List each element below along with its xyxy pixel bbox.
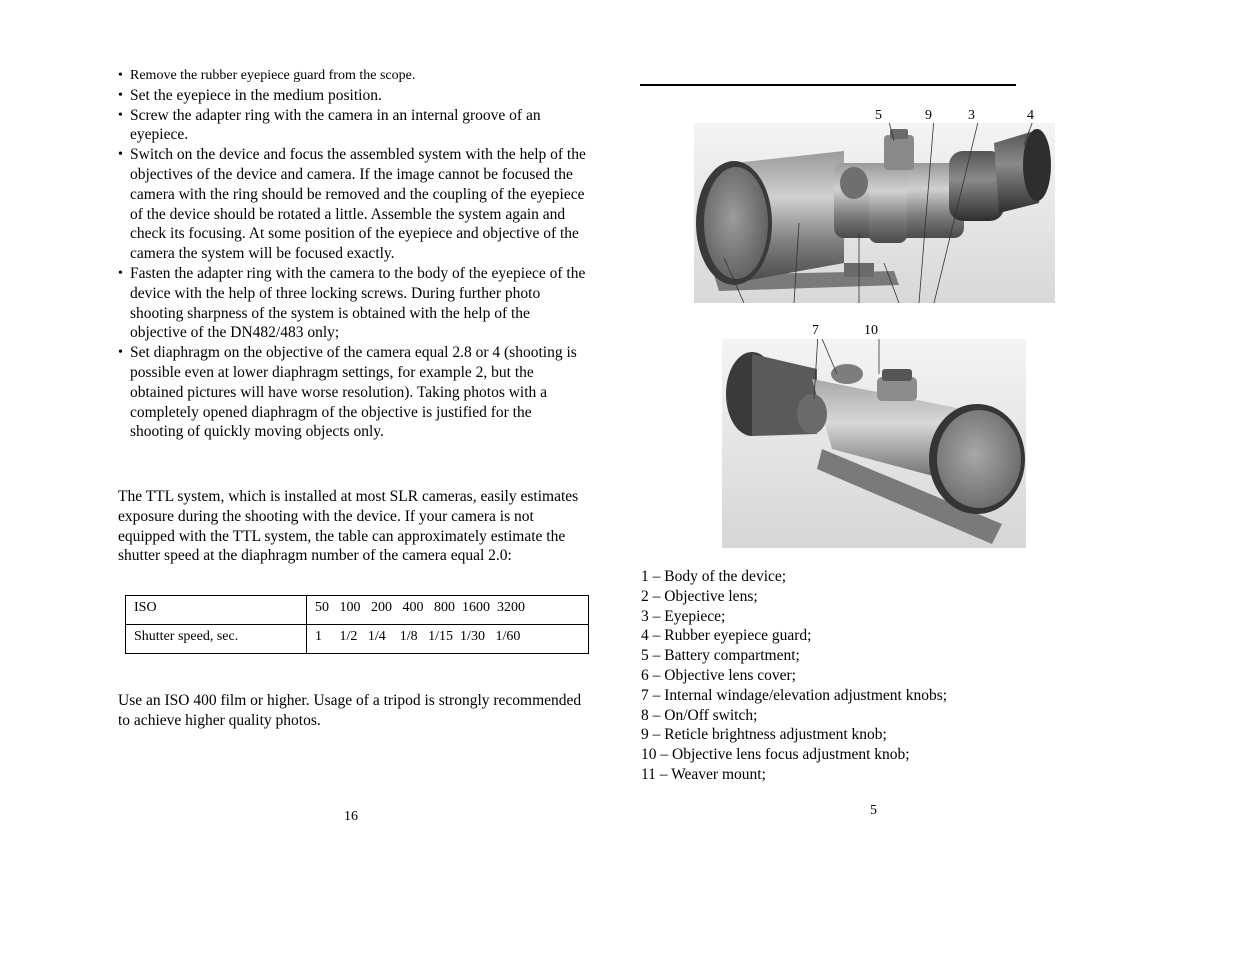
table-cell-label: ISO — [126, 596, 307, 625]
scope-front-view-illustration — [722, 339, 1026, 548]
list-item: • Fasten the adapter ring with the camera to the body of the eyepiece of the device with the help of three locking screws. During further photo shooting sharpness of the system is obtained with the help of the objective of the DN482/483 only; — [118, 264, 588, 343]
scope-side-view-illustration — [694, 123, 1055, 303]
legend-item: 8 – On/Off switch; — [641, 706, 758, 724]
list-item: • Screw the adapter ring with the camera in an internal groove of an eyepiece. — [118, 106, 588, 146]
list-item: • Remove the rubber eyepiece guard from the scope. — [118, 66, 588, 86]
parts-legend — [641, 567, 1061, 785]
list-item: • Set diaphragm on the objective of the camera equal 2.8 or 4 (shooting is possible even at lower diaphragm settings, for example 2, but the obtained pictures will have worse resolution). Taking photos with a completely opened diaphragm of the objective is justified for the shooting of quickly moving objects only. — [118, 343, 588, 442]
callout-label: 7 — [812, 323, 819, 338]
legend-item: 1 – Body of the device; — [641, 568, 787, 585]
callout-label: 10 — [864, 323, 878, 338]
page-number: 5 — [870, 803, 877, 818]
legend-item: 2 – Objective lens; — [641, 587, 758, 605]
callout-label: 5 — [875, 108, 882, 123]
table-cell-label: Shutter speed, sec. — [126, 625, 307, 654]
callout-label: 9 — [925, 108, 932, 123]
legend-item: 10 – Objective lens focus adjustment knob; — [641, 746, 910, 764]
list-item: • Set the eyepiece in the medium position. — [118, 86, 588, 106]
legend-item: 7 – Internal windage/elevation adjustment knobs; — [641, 686, 948, 704]
ttl-paragraph: The TTL system, which is installed at most SLR cameras, easily estimates exposure during the shooting with the device. If your camera is not equipped with the TTL system, the table can approximately estimate the shutter speed at the diaphragm number of the camera equal 2.0: — [118, 488, 579, 565]
legend-item: 3 – Eyepiece; — [641, 607, 726, 625]
page-number: 16 — [344, 809, 358, 824]
callout-label: 4 — [1027, 108, 1034, 123]
iso-paragraph: Use an ISO 400 film or higher. Usage of a tripod is strongly recommended to achieve higher quality photos. — [118, 692, 582, 729]
table-cell-values: 50 100 200 400 800 1600 3200 — [307, 596, 589, 625]
header-rule — [640, 84, 1016, 86]
legend-item: 4 – Rubber eyepiece guard; — [641, 627, 812, 645]
table-cell-values: 1 1/2 1/4 1/8 1/15 1/30 1/60 — [307, 625, 589, 654]
legend-item: 11 – Weaver mount; — [641, 765, 766, 783]
legend-item: 9 – Reticle brightness adjustment knob; — [641, 726, 887, 744]
list-item: • Switch on the device and focus the assembled system with the help of the objectives of the device and camera. If the image cannot be focused the camera with the ring should be removed and the coupling of the eyepiece of the device should be rotated a little. Assemble the system again and check its focusing. At some position of the eyepiece and objective of the camera the system will be focused exactly. — [118, 145, 588, 264]
callout-label: 3 — [968, 108, 975, 123]
legend-item: 5 – Battery compartment; — [641, 647, 800, 665]
legend-item: 6 – Objective lens cover; — [641, 666, 796, 684]
